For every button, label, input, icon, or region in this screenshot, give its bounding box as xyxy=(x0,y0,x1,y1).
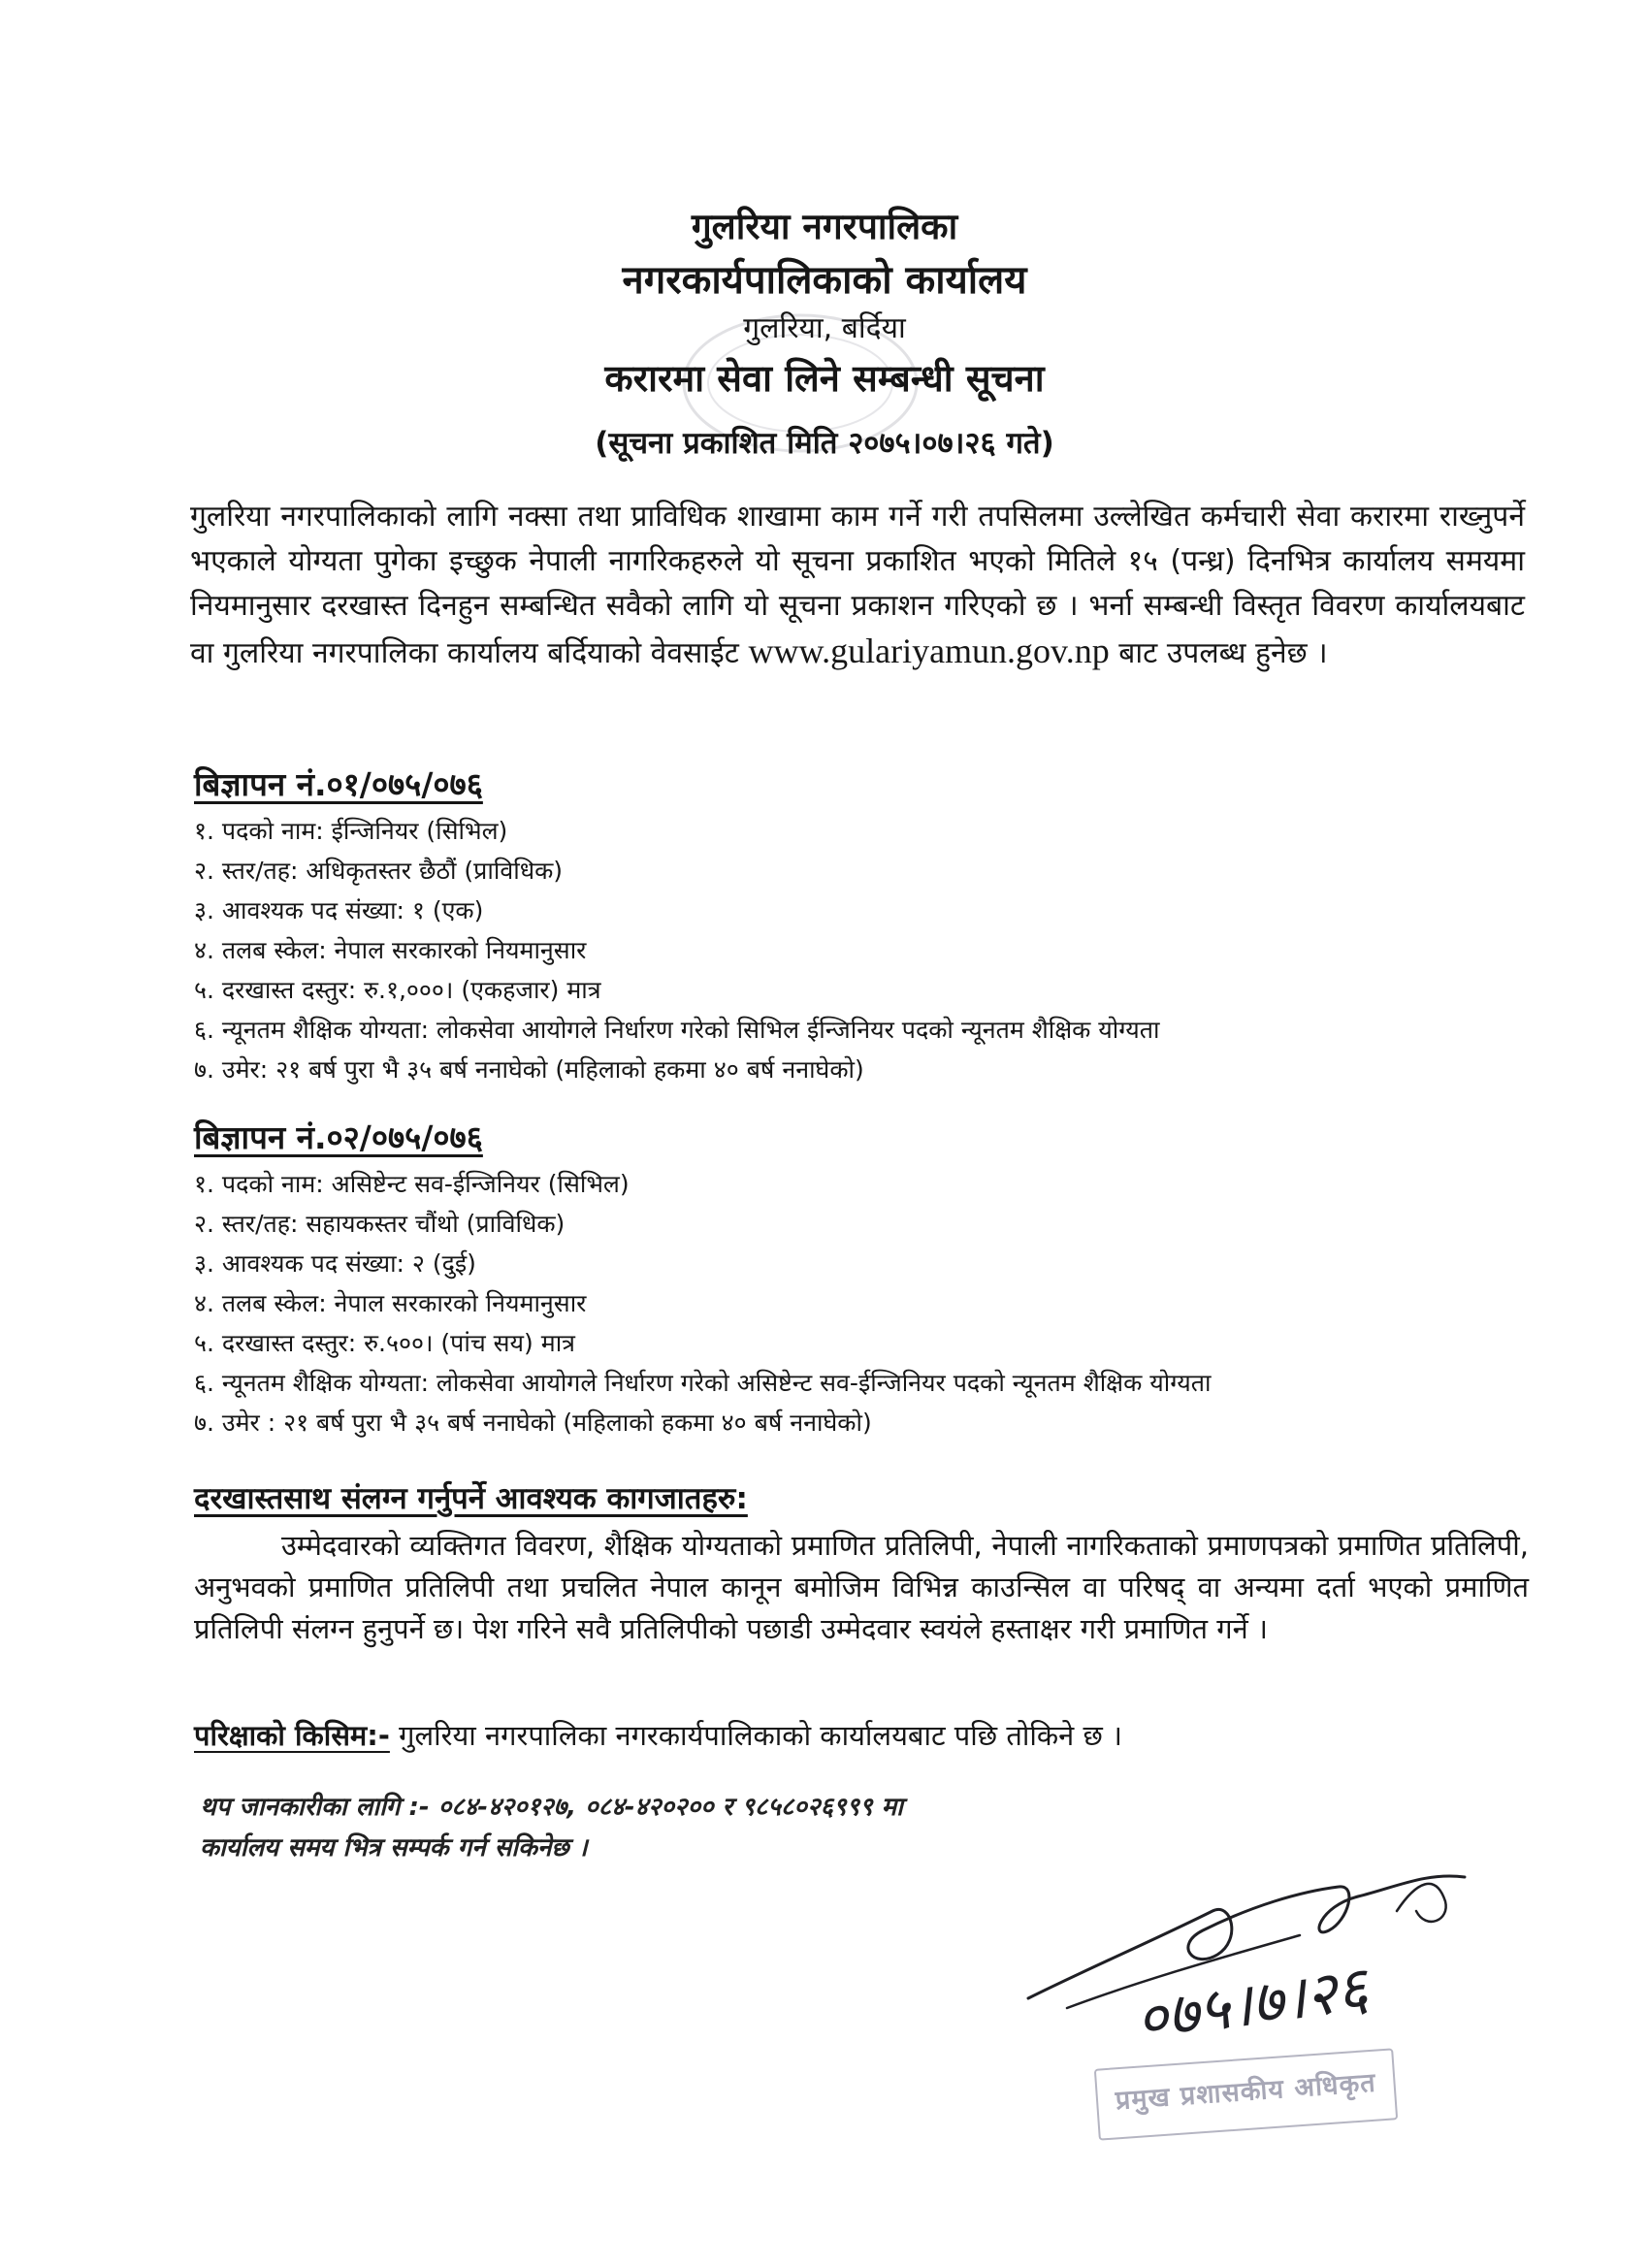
exam-type-label: परिक्षाको किसिम:- xyxy=(194,1719,390,1752)
ad2-item: ७. उमेर : २१ बर्ष पुरा भै ३५ बर्ष ननाघेको (महिलाको हकमा ४० बर्ष ननाघेको) xyxy=(194,1409,872,1437)
ad1-item: २. स्तर/तह: अधिकृतस्तर छैठौं (प्राविधिक) xyxy=(194,857,564,885)
office-location: गुलरिया, बर्दिया xyxy=(743,311,906,345)
website-url: www.gulariyamun.gov.np xyxy=(748,632,1110,670)
ad2-item: ६. न्यूनतम शैक्षिक योग्यता: लोकसेवा आयोगले निर्धारण गरेको असिष्टेन्ट सव-ईन्जिनियर पदको न्यूनतम शैक्षिक योग्यता xyxy=(194,1369,1212,1397)
required-documents-text: उम्मेदवारको व्यक्तिगत विवरण, शैक्षिक योग्यताको प्रमाणित प्रतिलिपी, नेपाली नागरिकताको प्रमाणपत्रको प्रमाणित प्रतिलिपी, अनुभवको प्रमाणित प्रतिलिपी तथा प्रचलित नेपाल कानून बमोजिम विभिन्न काउन्सिल वा परिषद् वा अन्यमा दर्ता भएको प्रमाणित प्रतिलिपी संलग्न हुनुपर्ने छ। पेश गरिने सवै प्रतिलिपीको पछाडी उम्मेदवार स्वयंले हस्ताक्षर गरी प्रमाणित गर्ने । xyxy=(194,1529,1529,1645)
exam-type-text: गुलरिया नगरपालिका नगरकार्यपालिकाको कार्यालयबाट पछि तोकिने छ । xyxy=(399,1719,1123,1752)
required-documents xyxy=(194,1476,1529,1650)
ad1-item: ३. आवश्यक पद संख्या: १ (एक) xyxy=(194,896,484,924)
publication-date: (सूचना प्रकाशित मिति २०७५।०७।२६ गते) xyxy=(595,426,1054,461)
contact-line-1: थप जानकारीका लागि :- ०८४-४२०१२७, ०८४-४२०२०० र ९८५८०२६९९९ मा xyxy=(200,1793,903,1822)
ad2-item: १. पदको नाम: असिष्टेन्ट सव-ईन्जिनियर (सिभिल) xyxy=(194,1170,630,1198)
intro-text-end: बाट उपलब्ध हुनेछ । xyxy=(1118,636,1328,670)
ad1-item: ५. दरखास्त दस्तुर: रु.१,०००। (एकहजार) मात्र xyxy=(194,976,601,1004)
notice-title: करारमा सेवा लिने सम्बन्धी सूचना xyxy=(604,357,1045,400)
municipality-name: गुलरिया नगरपालिका xyxy=(691,206,958,247)
signature-date: ०७५।७।२६ xyxy=(1131,1952,1373,2056)
handwritten-date xyxy=(1125,1940,1474,2057)
advertisement-1 xyxy=(194,762,1533,1089)
required-documents-title: दरखास्तसाथ संलग्न गर्नुपर्ने आवश्यक कागजातहरु: xyxy=(194,1481,748,1516)
ad1-item: ७. उमेर: २१ बर्ष पुरा भै ३५ बर्ष ननाघेको (महिलाको हकमा ४० बर्ष ननाघेको) xyxy=(194,1055,864,1084)
ad2-item: ४. तलब स्केल: नेपाल सरकारको नियमानुसार xyxy=(194,1289,587,1317)
advertisement-1-title: बिज्ञापन नं.०१/०७५/०७६ xyxy=(194,765,483,803)
office-stamp: प्रमुख प्रशासकीय अधिकृत xyxy=(1094,2048,1398,2140)
advertisement-2-title: बिज्ञापन नं.०२/०७५/०७६ xyxy=(194,1118,483,1156)
ad1-item: ६. न्यूनतम शैक्षिक योग्यता: लोकसेवा आयोगले निर्धारण गरेको सिभिल ईन्जिनियर पदको न्यूनतम शैक्षिक योग्यता xyxy=(194,1016,1160,1044)
exam-type xyxy=(194,1715,1533,1756)
ad2-item: ३. आवश्यक पद संख्या: २ (दुई) xyxy=(194,1249,476,1278)
contact-line-2: कार्यालय समय भित्र सम्पर्क गर्न सकिनेछ । xyxy=(200,1833,588,1863)
office-name: नगरकार्यपालिकाको कार्यालय xyxy=(622,258,1027,303)
ad1-item: १. पदको नाम: ईन्जिनियर (सिभिल) xyxy=(194,817,508,845)
ad2-item: २. स्तर/तह: सहायकस्तर चौंथो (प्राविधिक) xyxy=(194,1210,566,1238)
intro-paragraph xyxy=(190,495,1525,676)
notice-header xyxy=(0,204,1649,466)
intro-text: गुलरिया नगरपालिकाको लागि नक्सा तथा प्राविधिक शाखामा काम गर्ने गरी तपसिलमा उल्लेखित कर्मचारी सेवा करारमा राख्नुपर्ने भएकाले योग्यता पुगेका इच्छुक नेपाली नागरिकहरुले यो सूचना प्रकाशित भएको मितिले १५ (पन्ध्र) दिनभित्र कार्यालय समयमा नियमानुसार दरखास्त दिनहुन सम्बन्धित सवैको लागि यो सूचना प्रकाशन गरिएको छ । भर्ना सम्बन्धी विस्तृत विवरण कार्यालयबाट वा गुलरिया नगरपालिका कार्यालय बर्दियाको वेवसाईट xyxy=(190,500,1525,670)
ad1-item: ४. तलब स्केल: नेपाल सरकारको नियमानुसार xyxy=(194,936,587,964)
ad2-item: ५. दरखास्त दस्तुर: रु.५००। (पांच सय) मात्र xyxy=(194,1329,575,1357)
advertisement-2 xyxy=(194,1116,1533,1442)
